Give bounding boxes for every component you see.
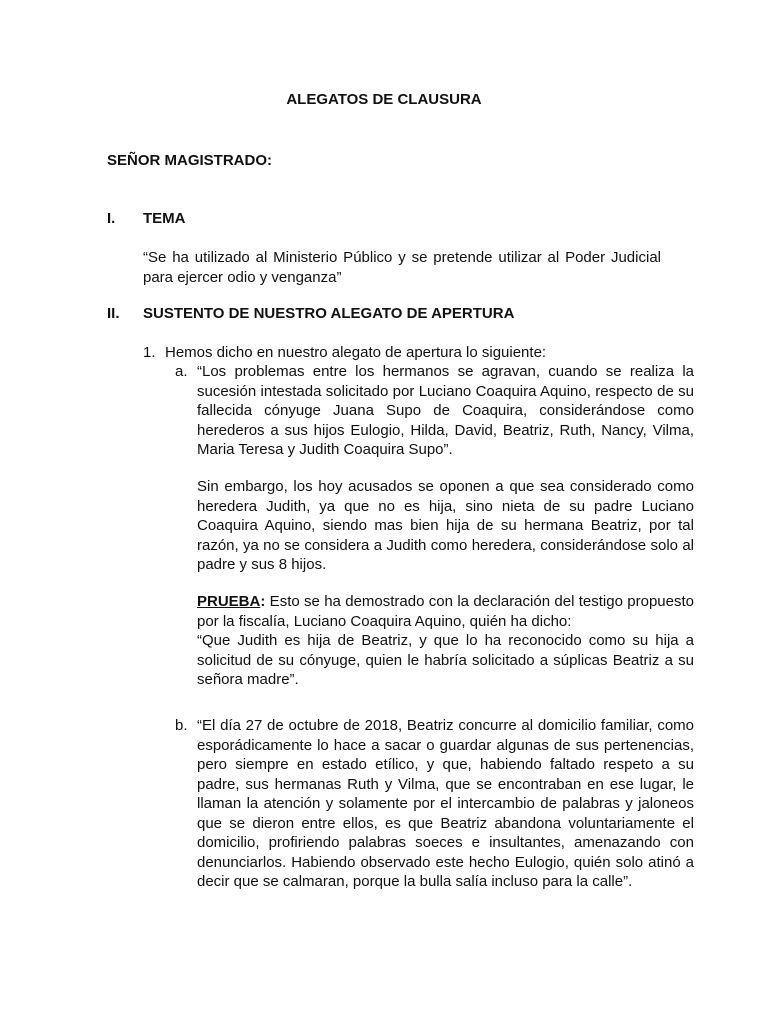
proof-quote: “Que Judith es hija de Beatriz, y que lo ha reconocido como su hija a solicitud de su cónyuge, quien le habría solicitado a súplicas Beatriz a su señora madre”. — [197, 632, 694, 688]
proof-colon: : — [260, 593, 266, 610]
sub-item-a-letter: a. — [175, 363, 188, 380]
document-title: ALEGATOS DE CLAUSURA — [286, 91, 482, 108]
list-item-1-number: 1. — [143, 344, 156, 361]
section-1-number: I. — [107, 210, 116, 227]
proof-paragraph — [197, 592, 694, 631]
proof-label: PRUEBA — [197, 593, 261, 610]
salutation: SEÑOR MAGISTRADO: — [107, 152, 272, 169]
section-1-heading: TEMA — [143, 210, 186, 227]
section-2-number: II. — [107, 305, 120, 322]
proof-text: Esto se ha demostrado con la declaración del testigo propuesto por la fiscalía, Luciano Coaquira Aquino, quién ha dicho: — [197, 593, 694, 630]
section-1-quote: “Se ha utilizado al Ministerio Público y se pretende utilizar al Poder Judicial para ejercer odio y venganza” — [143, 249, 661, 286]
sub-item-a-paragraph-2: Sin embargo, los hoy acusados se oponen a que sea considerado como heredera Judith, ya que no es hija, sino nieta de su padre Luciano Coaquira Aquino, siendo mas bien hija de su hermana Beatriz, por tal razón, ya no se considera a Judith como heredera, considerándose solo al padre y sus 8 hijos. — [197, 478, 694, 573]
section-2-heading: SUSTENTO DE NUESTRO ALEGATO DE APERTURA — [143, 305, 515, 322]
sub-item-b-paragraph: “El día 27 de octubre de 2018, Beatriz concurre al domicilio familiar, como esporádicamente lo hace a sacar o guardar algunas de sus pertenencias, pero siempre en estado etílico, y que, habiendo faltado respeto a su padre, sus hermanas Ruth y Vilma, que se encontraban en ese lugar, le llaman la atención y solamente por el intercambio de palabras y jaloneos que se dieron entre ellos, es que Beatriz abandona voluntariamente el domicilio, profiriendo palabras soeces e insultantes, amenazando con denunciarlos. Habiendo observado este hecho Eulogio, quién solo atinó a decir que se calmaran, porque la bulla salía incluso para la calle”. — [197, 717, 694, 890]
sub-item-a-paragraph-1: “Los problemas entre los hermanos se agravan, cuando se realiza la sucesión intestada solicitado por Luciano Coaquira Aquino, respecto de su fallecida cónyuge Juana Supo de Coaquira, considerándose como herederos a sus hijos Eulogio, Hilda, David, Beatriz, Ruth, Nancy, Vilma, Maria Teresa y Judith Coaquira Supo”. — [197, 363, 694, 458]
sub-item-b-letter: b. — [175, 717, 188, 734]
list-item-1-text: Hemos dicho en nuestro alegato de apertura lo siguiente: — [165, 344, 547, 361]
